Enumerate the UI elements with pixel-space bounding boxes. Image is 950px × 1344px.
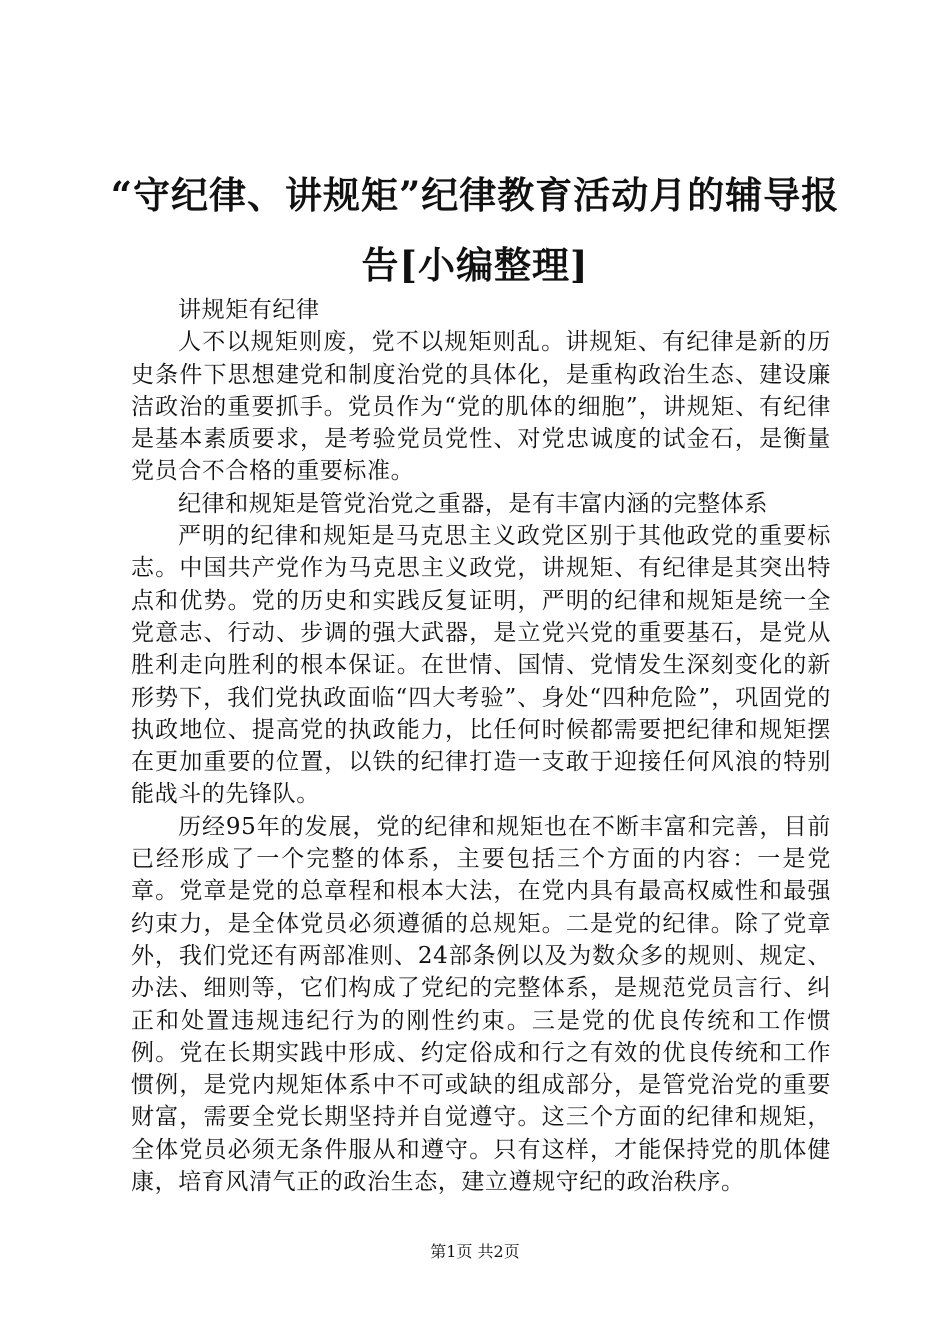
document-body bbox=[131, 294, 831, 1198]
document-title: “守纪律、讲规矩”纪律教育活动月的辅导报告[小编整理] bbox=[110, 173, 840, 287]
body-paragraph: 人不以规矩则废，党不以规矩则乱。讲规矩、有纪律是新的历史条件下思想建党和制度治党的具体化，是重构政治生态、建设廉洁政治的重要抓手。党员作为“党的肌体的细胞”，讲规矩、有纪律是基本素质要求，是考验党员党性、对党忠诚度的试金石，是衡量党员合不合格的重要标准。 bbox=[131, 329, 831, 485]
section-heading: 讲规矩有纪律 bbox=[178, 297, 320, 323]
section-heading: 纪律和规矩是管党治党之重器，是有丰富内涵的完整体系 bbox=[178, 490, 768, 517]
page-number-footer: 第1页 共2页 bbox=[430, 1242, 520, 1261]
body-paragraph: 历经95年的发展，党的纪律和规矩也在不断丰富和完善，目前已经形成了一个完整的体系，主要包括三个方面的内容：一是党章。党章是党的总章程和根本大法，在党内具有最高权威性和最强约束力，是全体党员必须遵循的总规矩。二是党的纪律。除了党章外，我们党还有两部准则、24部条例以及为数众多的规则、规定、办法、细则等，它们构成了党纪的完整体系，是规范党员言行、纠正和处置违规违纪行为的刚性约束。三是党的优良传统和工作惯例。党在长期实践中形成、约定俗成和行之有效的优良传统和工作惯例，是党内规矩体系中不可或缺的组成部分，是管党治党的重要财富，需要全党长期坚持并自觉遵守。这三个方面的纪律和规矩，全体党员必须无条件服从和遵守。只有这样，才能保持党的肌体健康，培育风清气正的政治生态，建立遵规守纪的政治秩序。 bbox=[131, 813, 831, 1196]
body-paragraph: 严明的纪律和规矩是马克思主义政党区别于其他政党的重要标志。中国共产党作为马克思主义政党，讲规矩、有纪律是其突出特点和优势。党的历史和实践反复证明，严明的纪律和规矩是统一全党意志、行动、步调的强大武器，是立党兴党的重要基石，是党从胜利走向胜利的根本保证。在世情、国情、党情发生深刻变化的新形势下，我们党执政面临“四大考验”、身处“四种危险”，巩固党的执政地位、提高党的执政能力，比任何时候都需要把纪律和规矩摆在更加重要的位置，以铁的纪律打造一支敢于迎接任何风浪的特别能战斗的先锋队。 bbox=[131, 523, 831, 808]
